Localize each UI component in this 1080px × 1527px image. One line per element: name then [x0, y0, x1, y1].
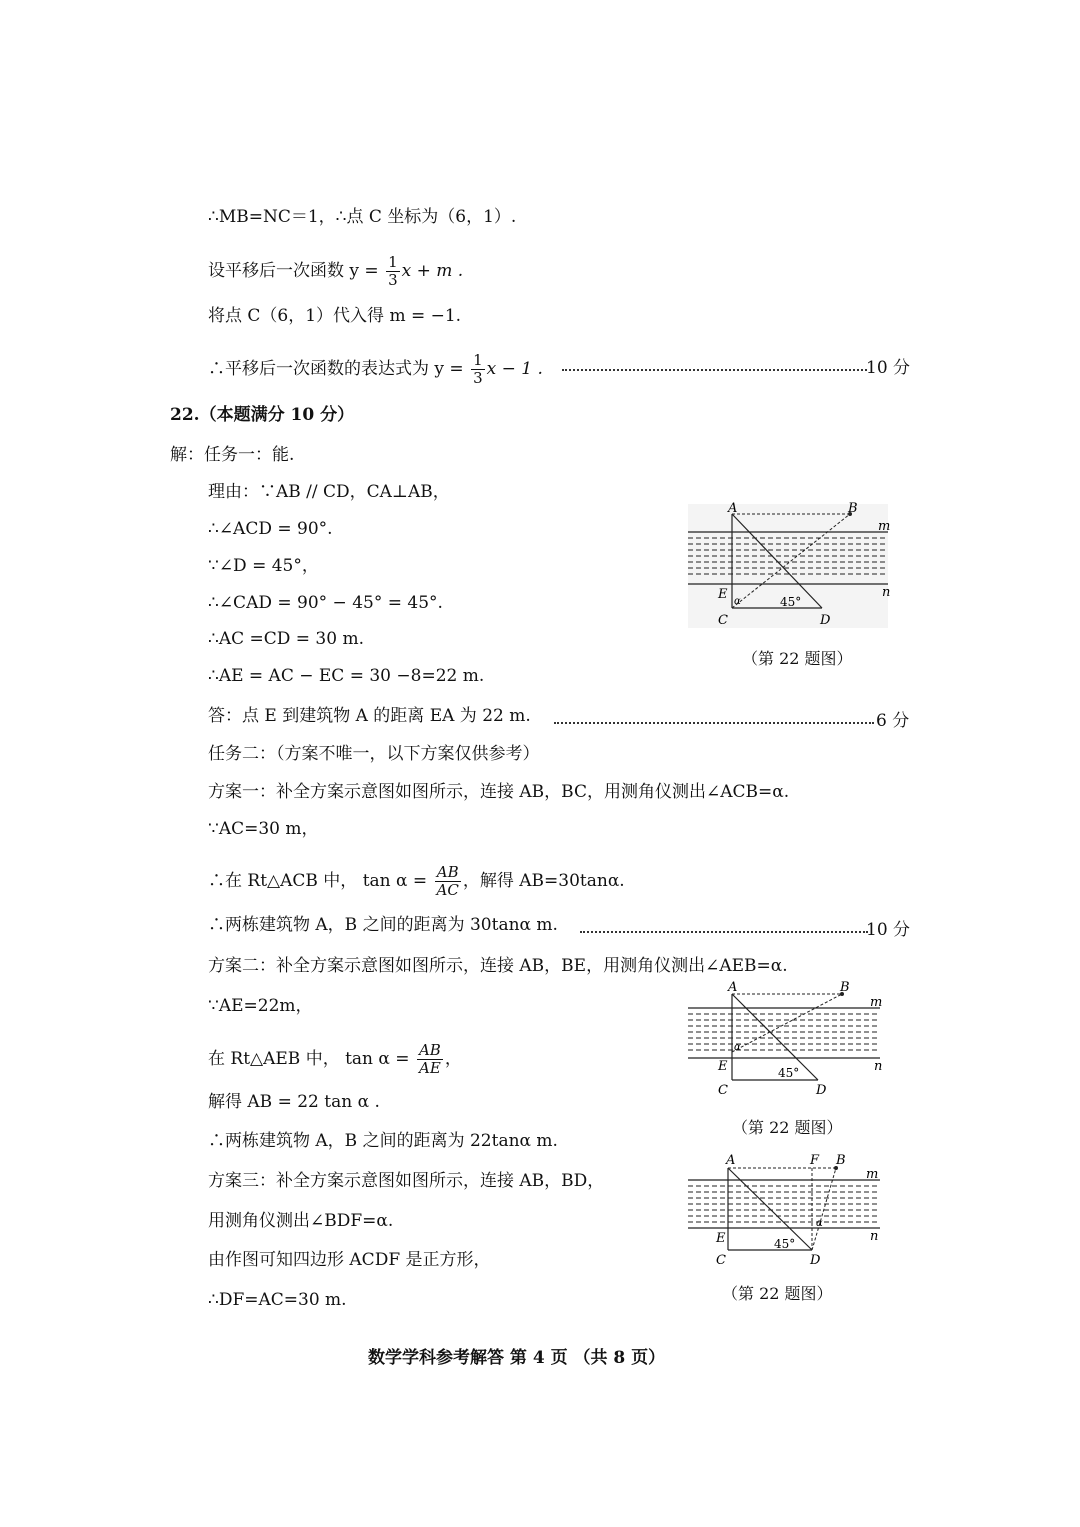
figure-caption-3: （第 22 题图）	[722, 1284, 833, 1303]
reason-line-5: ∴AC =CD = 30 m.	[208, 629, 364, 649]
label-m: m	[866, 1167, 879, 1182]
label-e: E	[718, 587, 728, 602]
fraction-numerator: AB	[418, 1041, 441, 1059]
figure-22-scheme-2	[682, 978, 886, 1102]
p21-line-4	[208, 352, 543, 387]
label-n: n	[874, 1059, 883, 1074]
label-45-degrees: 45°	[778, 1066, 800, 1080]
fraction-ab-ae	[417, 1042, 443, 1077]
label-alpha: α	[734, 1042, 741, 1053]
river-hatching	[688, 1014, 880, 1050]
label-45-degrees: 45°	[780, 595, 802, 609]
reason-line-4: ∴∠CAD = 90° − 45° = 45°.	[208, 593, 443, 613]
figure-22-task-1	[682, 500, 894, 632]
scheme-3-line-1: 方案三：补全方案示意图如图所示，连接 AB，BD，	[208, 1171, 605, 1191]
scheme-1-solve-text: ，解得 AB=30tanα.	[462, 871, 625, 891]
answer-line: 答：点 E 到建筑物 A 的距离 EA 为 22 m.	[208, 706, 531, 726]
fraction-one-third	[386, 254, 400, 289]
scheme-1-line-2: ∵AC=30 m，	[208, 819, 319, 839]
label-n: n	[870, 1229, 879, 1244]
scheme-1-tan-text: ∴在 Rt△ACB 中， tan α =	[208, 871, 433, 891]
label-d: D	[816, 1083, 827, 1098]
scheme-2-line-2: ∵AE=22m，	[208, 996, 313, 1016]
scheme-2-line-4: 解得 AB = 22 tan α .	[208, 1092, 380, 1112]
score-10: 10 分	[866, 358, 911, 378]
label-a: A	[726, 1153, 736, 1168]
p21-line-4-tail: x − 1 .	[486, 359, 543, 379]
label-f: F	[810, 1153, 820, 1168]
label-n: n	[882, 585, 891, 600]
fraction-numerator: 1	[388, 253, 398, 271]
label-alpha: α	[734, 596, 741, 607]
label-m: m	[878, 519, 891, 534]
figure-caption-2: （第 22 题图）	[732, 1118, 843, 1137]
leader-dots	[580, 919, 868, 933]
label-a: A	[728, 501, 738, 516]
p21-line-3: 将点 C（6，1）代入得 m = −1.	[208, 306, 462, 326]
task-2-intro: 任务二：（方案不唯一，以下方案仅供参考）	[208, 744, 540, 764]
label-45-degrees: 45°	[774, 1237, 796, 1251]
scheme-2-conclusion: ∴两栋建筑物 A，B 之间的距离为 22tanα m.	[208, 1131, 558, 1151]
label-c: C	[716, 1253, 726, 1268]
fraction-denominator: 3	[473, 369, 483, 387]
scheme-3-line-2: 用测角仪测出∠BDF=α.	[208, 1211, 394, 1231]
scheme-1-line-1: 方案一：补全方案示意图如图所示，连接 AB，BC，用测角仪测出∠ACB=α.	[208, 782, 790, 802]
solution-task-1: 解：任务一：能.	[170, 445, 295, 465]
fraction-denominator: AE	[418, 1059, 441, 1077]
label-b: B	[836, 1153, 846, 1168]
leader-dots	[554, 710, 874, 724]
p21-line-2-tail: x + m .	[401, 261, 464, 281]
score-10-b: 10 分	[866, 920, 911, 940]
segment-eb	[732, 994, 842, 1052]
fraction-numerator: AB	[435, 864, 461, 882]
fraction-one-third	[471, 352, 485, 387]
leader-dots	[562, 357, 867, 371]
reason-line-6: ∴AE = AC − EC = 30 −8=22 m.	[208, 666, 485, 686]
label-e: E	[716, 1231, 726, 1246]
p21-line-4-text: ∴平移后一次函数的表达式为 y =	[208, 359, 470, 379]
scheme-2-line-3	[208, 1042, 462, 1077]
p21-line-1: ∴MB=NC＝1，∴点 C 坐标为（6，1）.	[208, 207, 517, 227]
scheme-2-line-1: 方案二：补全方案示意图如图所示，连接 AB，BE，用测角仪测出∠AEB=α.	[208, 956, 788, 976]
figure-background	[688, 504, 891, 628]
scheme-1-conclusion: ∴两栋建筑物 A，B 之间的距离为 30tanα m.	[208, 915, 558, 935]
scheme-3-line-4: ∴DF=AC=30 m.	[208, 1290, 347, 1310]
label-d: D	[820, 613, 831, 628]
page-footer: 数学学科参考解答 第 4 页 （共 8 页）	[368, 1348, 666, 1368]
label-a: A	[728, 980, 738, 995]
fraction-denominator: 3	[388, 271, 398, 289]
label-b: B	[840, 980, 850, 995]
score-6: 6 分	[876, 711, 910, 731]
reason-line-3: ∵∠D = 45°，	[208, 556, 319, 576]
river-hatching	[688, 1186, 880, 1222]
label-b: B	[848, 501, 858, 516]
p21-line-2-text: 设平移后一次函数 y =	[208, 261, 385, 281]
label-d: D	[810, 1253, 821, 1268]
scheme-3-line-3: 由作图可知四边形 ACDF 是正方形，	[208, 1250, 491, 1270]
fraction-numerator: 1	[473, 351, 483, 369]
label-c: C	[718, 1083, 728, 1098]
fraction-ab-ac	[435, 864, 461, 899]
label-e: E	[718, 1059, 728, 1074]
label-m: m	[870, 995, 883, 1010]
label-alpha: α	[816, 1218, 823, 1229]
figure-caption-1: （第 22 题图）	[742, 649, 853, 668]
reason-line-2: ∴∠ACD = 90°.	[208, 519, 333, 539]
scheme-2-comma: ，	[444, 1049, 462, 1069]
problem-22-heading: 22.（本题满分 10 分）	[170, 405, 355, 425]
scheme-1-line-3	[208, 864, 625, 899]
figure-22-scheme-3	[682, 1150, 886, 1274]
p21-line-2	[208, 254, 463, 289]
fraction-denominator: AC	[436, 881, 459, 899]
scheme-2-tan-text: 在 Rt△AEB 中， tan α =	[208, 1049, 415, 1069]
label-c: C	[718, 613, 728, 628]
segment-ad	[732, 994, 818, 1080]
reason-line-1: 理由：∵AB // CD，CA⊥AB，	[208, 482, 450, 502]
